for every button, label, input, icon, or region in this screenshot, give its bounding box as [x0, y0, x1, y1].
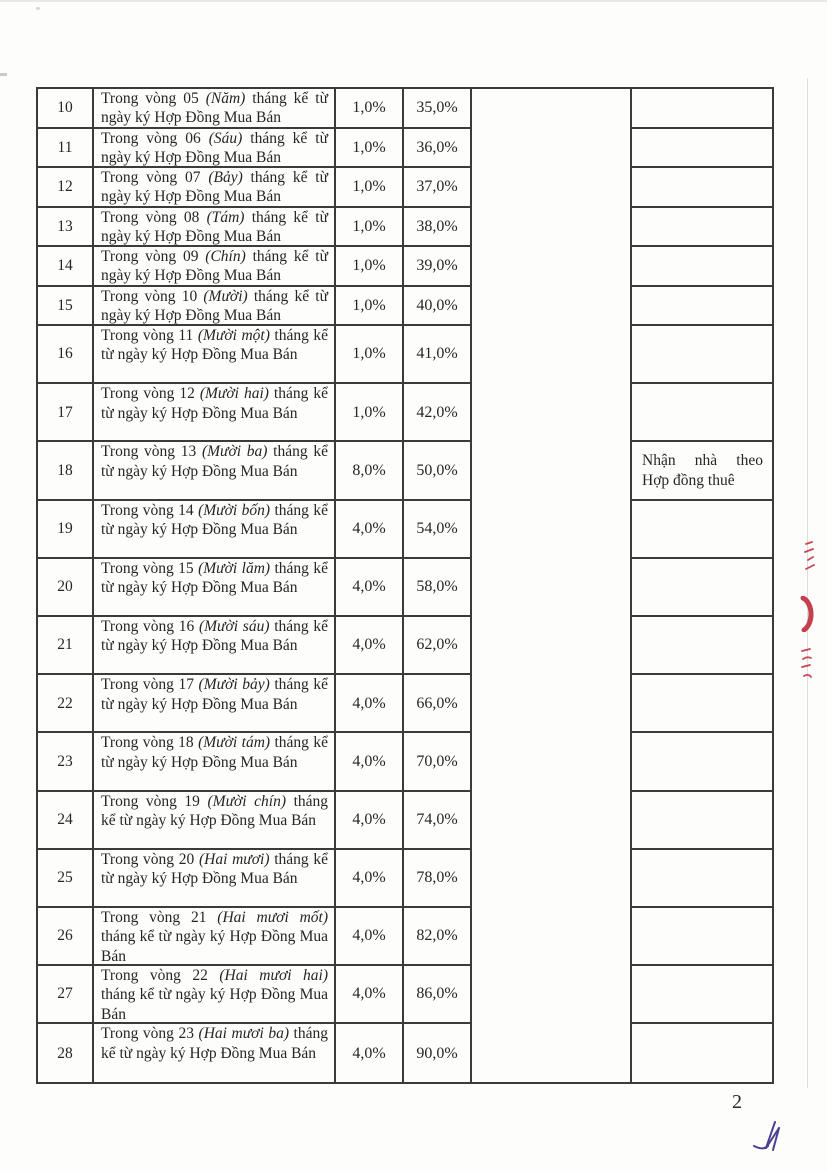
cumulative-percent-cell: 37,0% — [404, 168, 472, 208]
percent-cell: 4,0% — [336, 733, 404, 791]
percent-cell: 8,0% — [336, 442, 404, 500]
cumulative-percent-cell: 42,0% — [404, 384, 472, 442]
row-number-cell: 28 — [38, 1024, 94, 1082]
cumulative-percent-cell: 54,0% — [404, 501, 472, 559]
note-cell — [632, 850, 772, 908]
description-cell: Trong vòng 20 (Hai mươi) tháng kể từ ngày ký Hợp Đồng Mua Bán — [94, 850, 336, 908]
description-cell: Trong vòng 10 (Mười) tháng kể từ ngày ký Hợp Đồng Mua Bán — [94, 287, 336, 327]
note-cell — [632, 326, 772, 384]
description-cell: Trong vòng 13 (Mười ba) tháng kể từ ngày ký Hợp Đồng Mua Bán — [94, 442, 336, 500]
cumulative-percent-cell: 58,0% — [404, 559, 472, 617]
row-number-cell: 10 — [38, 89, 94, 129]
note-cell — [632, 792, 772, 850]
cumulative-percent-cell: 82,0% — [404, 908, 472, 966]
note-cell — [632, 733, 772, 791]
cumulative-percent-cell: 40,0% — [404, 287, 472, 327]
description-cell: Trong vòng 09 (Chín) tháng kể từ ngày ký Hợp Đồng Mua Bán — [94, 247, 336, 287]
scan-edge-shadow — [0, 0, 827, 2]
row-number-cell: 16 — [38, 326, 94, 384]
note-cell — [632, 247, 772, 287]
row-number-cell: 20 — [38, 559, 94, 617]
description-cell: Trong vòng 08 (Tám) tháng kể từ ngày ký Hợp Đồng Mua Bán — [94, 208, 336, 248]
cumulative-percent-cell: 35,0% — [404, 89, 472, 129]
row-number-cell: 23 — [38, 733, 94, 791]
percent-cell: 1,0% — [336, 129, 404, 169]
cumulative-percent-cell: 50,0% — [404, 442, 472, 500]
description-cell: Trong vòng 18 (Mười tám) tháng kể từ ngày ký Hợp Đồng Mua Bán — [94, 733, 336, 791]
cumulative-percent-cell: 90,0% — [404, 1024, 472, 1082]
note-cell — [632, 89, 772, 129]
description-cell: Trong vòng 07 (Bảy) tháng kể từ ngày ký Hợp Đồng Mua Bán — [94, 168, 336, 208]
percent-cell: 1,0% — [336, 384, 404, 442]
cumulative-percent-cell: 66,0% — [404, 675, 472, 733]
note-cell: Nhận nhà theo Hợp đồng thuê — [632, 442, 772, 500]
description-cell: Trong vòng 14 (Mười bốn) tháng kể từ ngày ký Hợp Đồng Mua Bán — [94, 501, 336, 559]
row-number-cell: 26 — [38, 908, 94, 966]
empty-column-cell — [472, 89, 632, 1082]
note-cell — [632, 559, 772, 617]
note-cell — [632, 617, 772, 675]
description-cell: Trong vòng 17 (Mười bảy) tháng kể từ ngày ký Hợp Đồng Mua Bán — [94, 675, 336, 733]
description-cell: Trong vòng 19 (Mười chín) tháng kể từ ngày ký Hợp Đồng Mua Bán — [94, 792, 336, 850]
row-number-cell: 18 — [38, 442, 94, 500]
row-number-cell: 27 — [38, 966, 94, 1024]
percent-cell: 1,0% — [336, 287, 404, 327]
scan-speck — [0, 73, 7, 76]
scan-speck — [36, 7, 40, 10]
description-cell: Trong vòng 06 (Sáu) tháng kể từ ngày ký Hợp Đồng Mua Bán — [94, 129, 336, 169]
description-cell: Trong vòng 11 (Mười một) tháng kể từ ngày ký Hợp Đồng Mua Bán — [94, 326, 336, 384]
cumulative-percent-cell: 38,0% — [404, 208, 472, 248]
cumulative-percent-cell: 70,0% — [404, 733, 472, 791]
percent-cell: 1,0% — [336, 168, 404, 208]
cumulative-percent-cell: 39,0% — [404, 247, 472, 287]
row-number-cell: 21 — [38, 617, 94, 675]
percent-cell: 1,0% — [336, 247, 404, 287]
description-cell: Trong vòng 21 (Hai mươi mốt) tháng kể từ ngày ký Hợp Đồng Mua Bán — [94, 908, 336, 966]
description-cell: Trong vòng 22 (Hai mươi hai) tháng kể từ ngày ký Hợp Đồng Mua Bán — [94, 966, 336, 1024]
signature-initials — [746, 1116, 792, 1166]
row-number-cell: 15 — [38, 287, 94, 327]
row-number-cell: 17 — [38, 384, 94, 442]
description-cell: Trong vòng 15 (Mười lăm) tháng kể từ ngày ký Hợp Đồng Mua Bán — [94, 559, 336, 617]
percent-cell: 4,0% — [336, 501, 404, 559]
percent-cell: 4,0% — [336, 1024, 404, 1082]
note-cell — [632, 675, 772, 733]
red-ink-mark — [801, 538, 817, 574]
description-cell: Trong vòng 16 (Mười sáu) tháng kể từ ngày ký Hợp Đồng Mua Bán — [94, 617, 336, 675]
red-ink-mark — [798, 646, 814, 684]
percent-cell: 1,0% — [336, 326, 404, 384]
note-cell — [632, 287, 772, 327]
row-number-cell: 19 — [38, 501, 94, 559]
row-number-cell: 24 — [38, 792, 94, 850]
percent-cell: 4,0% — [336, 792, 404, 850]
note-cell — [632, 1024, 772, 1082]
percent-cell: 4,0% — [336, 850, 404, 908]
note-cell — [632, 966, 772, 1024]
description-cell: Trong vòng 05 (Năm) tháng kể từ ngày ký Hợp Đồng Mua Bán — [94, 89, 336, 129]
percent-cell: 1,0% — [336, 208, 404, 248]
note-cell — [632, 908, 772, 966]
row-number-cell: 13 — [38, 208, 94, 248]
cumulative-percent-cell: 36,0% — [404, 129, 472, 169]
row-number-cell: 22 — [38, 675, 94, 733]
note-cell — [632, 208, 772, 248]
percent-cell: 4,0% — [336, 617, 404, 675]
row-number-cell: 12 — [38, 168, 94, 208]
cumulative-percent-cell: 78,0% — [404, 850, 472, 908]
note-cell — [632, 384, 772, 442]
row-number-cell: 11 — [38, 129, 94, 169]
cumulative-percent-cell: 62,0% — [404, 617, 472, 675]
description-cell: Trong vòng 23 (Hai mươi ba) tháng kể từ ngày ký Hợp Đồng Mua Bán — [94, 1024, 336, 1082]
cumulative-percent-cell: 41,0% — [404, 326, 472, 384]
percent-cell: 1,0% — [336, 89, 404, 129]
percent-cell: 4,0% — [336, 966, 404, 1024]
note-cell — [632, 501, 772, 559]
row-number-cell: 14 — [38, 247, 94, 287]
payment-schedule-table — [36, 87, 774, 1084]
cumulative-percent-cell: 74,0% — [404, 792, 472, 850]
note-cell — [632, 168, 772, 208]
note-cell — [632, 129, 772, 169]
page-number: 2 — [732, 1091, 742, 1113]
red-ink-mark — [799, 596, 817, 632]
cumulative-percent-cell: 86,0% — [404, 966, 472, 1024]
page-edge-line — [807, 78, 808, 1088]
percent-cell: 4,0% — [336, 675, 404, 733]
percent-cell: 4,0% — [336, 559, 404, 617]
description-cell: Trong vòng 12 (Mười hai) tháng kể từ ngày ký Hợp Đồng Mua Bán — [94, 384, 336, 442]
percent-cell: 4,0% — [336, 908, 404, 966]
row-number-cell: 25 — [38, 850, 94, 908]
